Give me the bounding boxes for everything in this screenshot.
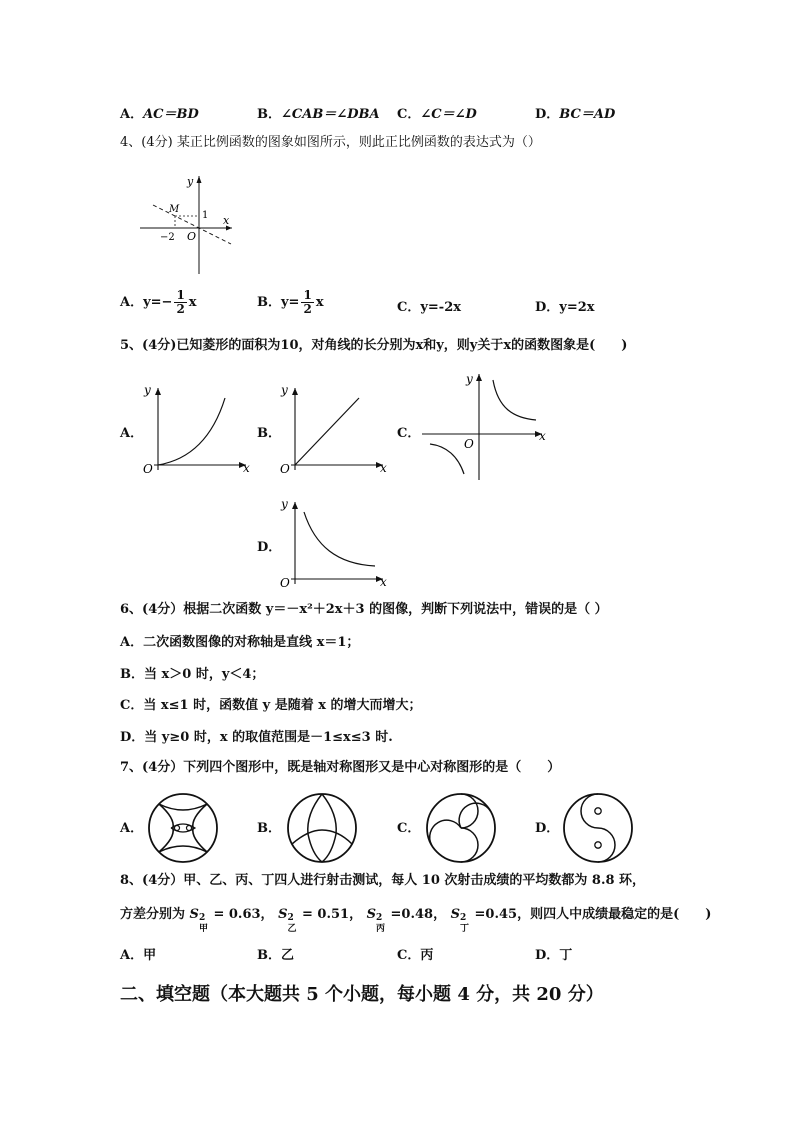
q8-option-d: D．丁 (535, 948, 573, 963)
q5-label-d: D． (257, 540, 282, 555)
q5-b-y: y (281, 383, 288, 397)
q5-d-o: O (280, 576, 290, 590)
q7-stem: 7、(4分）下列四个图形中，既是轴对称图形又是中心对称图形的是（ ） (120, 760, 561, 775)
q5-a-x: x (243, 461, 250, 475)
q5-a-o: O (143, 462, 153, 476)
q8-stem: 8、(4分）甲、乙、丙、丁四人进行射击测试，每人 10 次射击成绩的平均数都为 8.8 环， (120, 873, 646, 888)
q7-label-d: D． (535, 821, 560, 836)
q4-b-fraction: $\frac{1}{2}$ (303, 288, 312, 316)
q4-one-label: 1 (202, 210, 209, 221)
q4-option-b: B．y= $\frac{1}{2}$ x (257, 288, 324, 316)
q7-figure-d (560, 790, 636, 866)
q5-d-x: x (380, 575, 387, 589)
q4-a-fraction: $\frac{1}{2}$ (176, 288, 185, 316)
q5-graph-d (277, 494, 392, 589)
q7-label-b: B． (257, 821, 281, 836)
q5-graph-c (418, 368, 558, 483)
q4-y-label: y (187, 175, 194, 188)
q8-option-b: B．乙 (257, 948, 294, 963)
q5-graph-a (140, 380, 255, 475)
q6-stem: 6、(4分）根据二次函数 y＝－x²＋2x＋3 的图像，判断下列说法中，错误的是（ ） (120, 602, 608, 617)
q5-stem: 5、(4分)已知菱形的面积为10，对角线的长分别为x和y，则y关于x的函数图象是( ) (120, 338, 628, 353)
q5-b-o: O (280, 462, 290, 476)
q6-option-d: D．当 y≥0 时，x 的取值范围是－1≤x≤3 时. (120, 730, 393, 745)
q4-o-label: O (187, 230, 197, 243)
q7-label-c: C． (397, 821, 421, 836)
q5-a-y: y (144, 383, 151, 397)
section-2-title: 二、填空题（本大题共 5 个小题，每小题 4 分，共 20 分） (120, 984, 604, 1005)
q8-option-a: A．甲 (120, 948, 157, 963)
q5-b-x: x (380, 461, 387, 475)
q3-option-d: D．BC＝AD (535, 107, 616, 122)
q7-figure-a (145, 790, 221, 866)
q4-option-c: C．y=-2x (397, 300, 461, 315)
q5-c-x: x (539, 429, 546, 443)
q3-option-a: A．AC＝BD (120, 107, 199, 122)
q3-option-c: C．∠C＝∠D (397, 107, 477, 122)
q7-figure-b (284, 790, 360, 866)
q5-label-c: C． (397, 426, 421, 441)
q5-d-y: y (281, 497, 288, 511)
q6-option-a: A．二次函数图像的对称轴是直线 x＝1； (120, 635, 360, 650)
q5-c-y: y (466, 372, 473, 386)
q7-label-a: A． (120, 821, 144, 836)
q4-option-d: D．y=2x (535, 300, 595, 315)
q4-m-label: M (169, 204, 180, 215)
q5-label-a: A． (120, 426, 144, 441)
q4-x-label: x (223, 214, 230, 227)
q6-option-b: B．当 x＞0 时，y＜4； (120, 667, 265, 682)
q8-option-c: C．丙 (397, 948, 434, 963)
q4-option-a: A．y=− $\frac{1}{2}$ x (120, 288, 197, 316)
q5-graph-b (277, 380, 392, 475)
q4-graph (135, 172, 235, 277)
q5-label-b: B． (257, 426, 281, 441)
q4-neg2-label: −2 (160, 232, 175, 243)
q8-variances: 方差分别为 S 2 甲 = 0.63， S 2 乙 = 0.51， S 2 丙 =0.48， S 2 丁 =0.45，则四人中成绩最稳定的是( ) (120, 907, 712, 934)
q7-figure-c (423, 790, 499, 866)
q4-stem: 4、(4分) 某正比例函数的图象如图所示，则此正比例函数的表达式为（） (120, 135, 541, 150)
q5-c-o: O (464, 437, 474, 451)
q6-option-c: C．当 x≤1 时，函数值 y 是随着 x 的增大而增大； (120, 698, 422, 713)
q3-option-b: B．∠CAB＝∠DBA (257, 107, 380, 122)
